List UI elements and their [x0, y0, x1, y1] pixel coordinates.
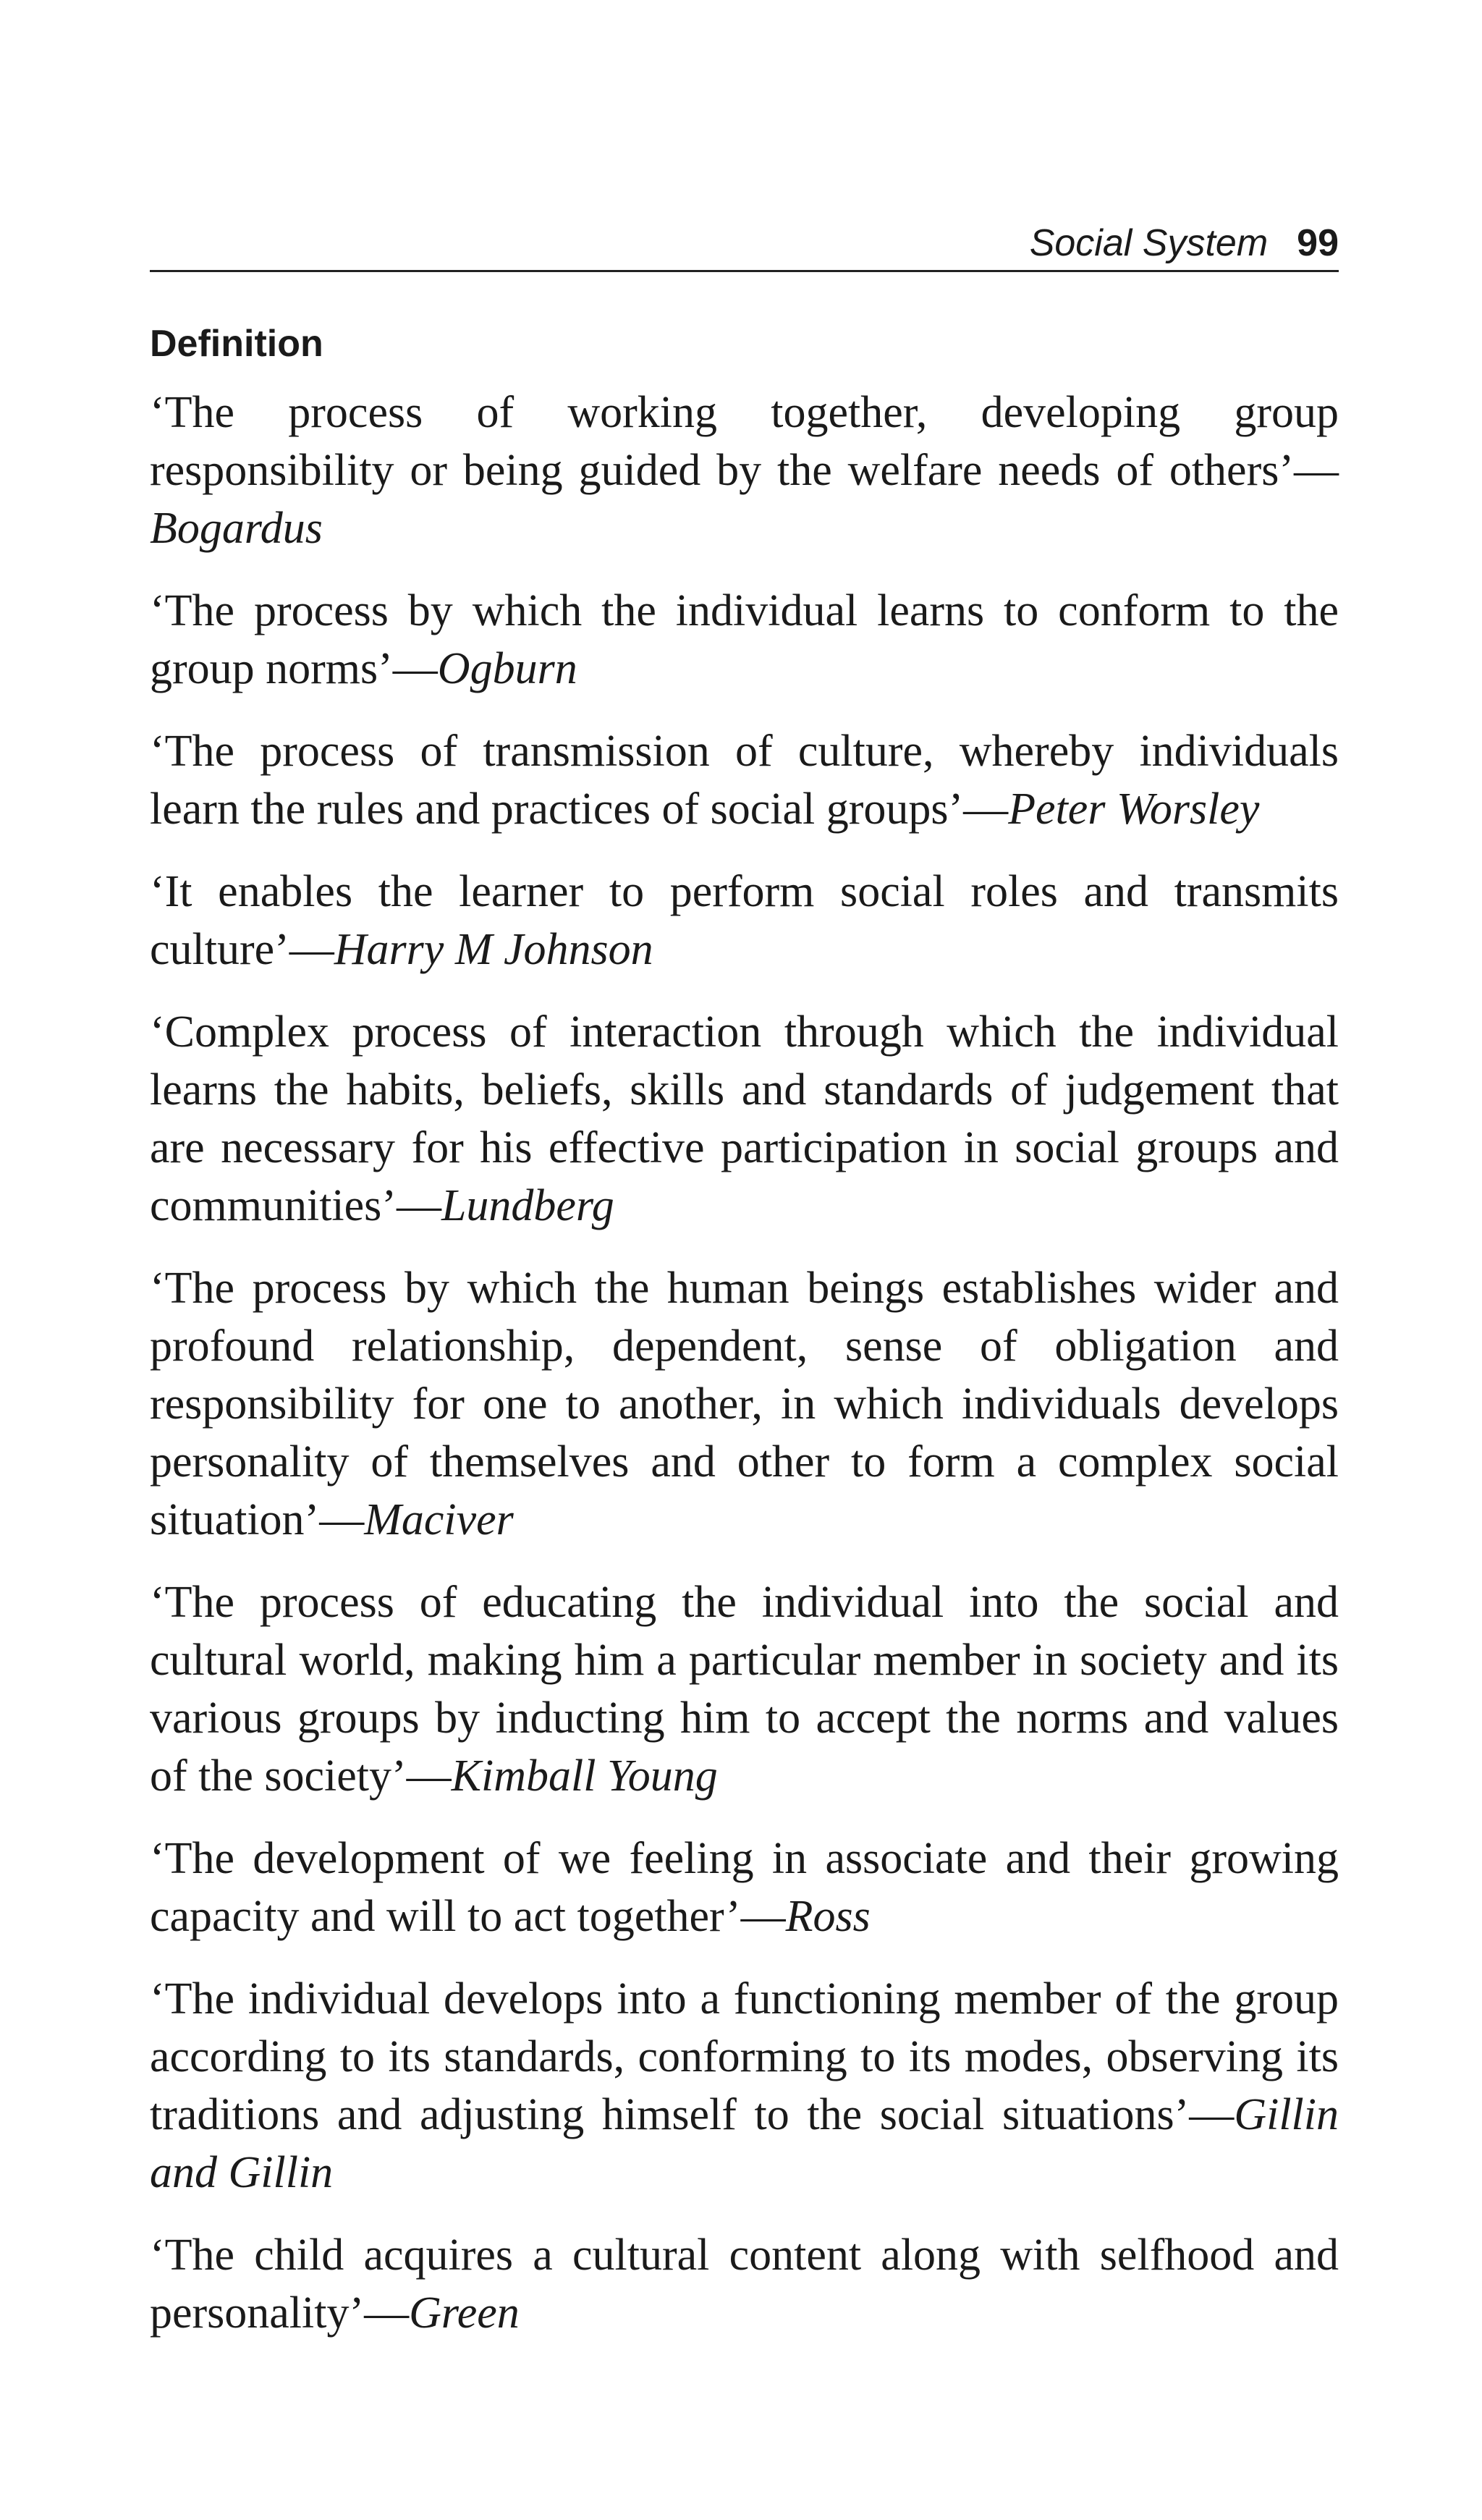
running-head [150, 214, 1339, 272]
definition-item [150, 2226, 1339, 2342]
definition-quote: ‘The process of working together, developing group responsibility or being guided by the welfare needs of others’— [150, 388, 1339, 495]
definition-author: Gillin and Gillin [150, 2090, 1339, 2197]
definition-author: Bogardus [150, 504, 323, 553]
definition-author: Peter Worsley [1008, 785, 1260, 834]
page-number: 99 [1297, 222, 1339, 264]
definition-author: Green [409, 2288, 520, 2338]
definition-quote: ‘The development of we feeling in associate and their growing capacity and will to act together’— [150, 1834, 1339, 1941]
definition-item [150, 1259, 1339, 1549]
definition-quote: ‘It enables the learner to perform social roles and transmits culture’— [150, 867, 1339, 974]
definition-quote: ‘The child acquires a cultural content along with selfhood and personality’— [150, 2231, 1339, 2338]
definition-item [150, 582, 1339, 698]
section-title: Social System [1029, 222, 1269, 264]
definitions-list [150, 384, 1339, 2367]
definition-item [150, 1970, 1339, 2202]
definition-quote: ‘The process by which the human beings establishes wider and profound relationship, dependent, sense of obligation and responsibility for one to another, in which individuals develops personality of themselves and other to form a complex social situation’— [150, 1264, 1339, 1544]
definition-quote: ‘The process by which the individual learns to conform to the group norms’— [150, 586, 1339, 693]
header-rule [150, 270, 1339, 272]
definition-author: Lundberg [441, 1181, 614, 1230]
definition-quote: ‘Complex process of interaction through which the individual learns the habits, beliefs, skills and standards of judgement that are necessary for his effective participation in social groups and communities’— [150, 1007, 1339, 1230]
definition-author: Maciver [364, 1495, 514, 1544]
definition-item [150, 384, 1339, 557]
definition-author: Ogburn [437, 644, 577, 693]
definition-item [150, 1003, 1339, 1235]
definition-item [150, 722, 1339, 838]
definition-item [150, 1830, 1339, 1945]
definition-item [150, 1573, 1339, 1805]
definition-item [150, 863, 1339, 978]
section-heading: Definition [150, 323, 323, 365]
definition-author: Harry M Johnson [334, 925, 653, 974]
definition-author: Kimball Young [451, 1751, 718, 1801]
definition-quote: ‘The process of educating the individual into the social and cultural world, making him a particular member in society and its various groups by inducting him to accept the norms and values of the society’— [150, 1578, 1339, 1801]
definition-quote: ‘The process of transmission of culture, whereby individuals learn the rules and practices of social groups’— [150, 727, 1339, 834]
definition-quote: ‘The individual develops into a functioning member of the group according to its standards, conforming to its modes, observing its traditions and adjusting himself to the social situations’— [150, 1974, 1339, 2139]
definition-author: Ross [785, 1892, 871, 1941]
